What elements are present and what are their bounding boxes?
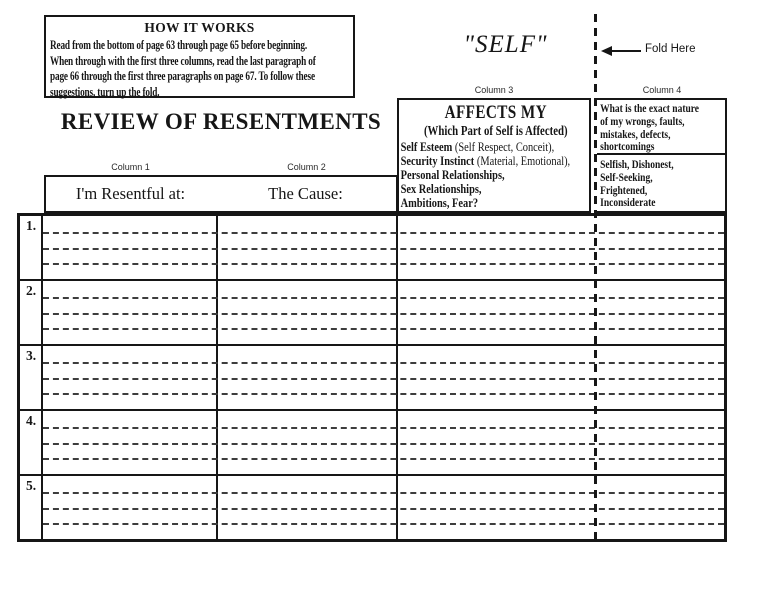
writing-line [43, 492, 724, 494]
defect-item: Inconsiderate [600, 195, 656, 210]
affects-item: Sex Relationships, [400, 181, 482, 196]
writing-line [43, 393, 724, 395]
table-row [20, 346, 724, 411]
column-2-label: Column 2 [287, 162, 326, 172]
how-it-works-body [50, 38, 351, 100]
exact-nature-line: mistakes, defects, [600, 126, 671, 141]
defect-item: Selfish, Dishonest, [600, 157, 674, 171]
how-it-works-line: page 66 through the first three paragraphs on page 67. To follow these [50, 69, 315, 83]
row-number: 1. [26, 218, 37, 233]
table-row [20, 281, 724, 346]
writing-line [43, 362, 724, 364]
column-3-label: Column 3 [474, 85, 514, 95]
fold-dashed-line [594, 14, 597, 542]
affects-item: Ambitions, Fear? [400, 195, 479, 210]
defect-item: Frightened, [600, 182, 648, 197]
how-it-works-line: When through with the first three columns, read the last paragraph of [50, 53, 316, 68]
defects-list-box [597, 155, 727, 213]
affects-my-header-box [397, 98, 591, 141]
affects-my-subtitle: (Which Part of Self is Affected) [423, 123, 568, 138]
self-label: "SELF" [463, 31, 548, 58]
writing-line [43, 248, 724, 250]
resentments-table [17, 213, 727, 542]
writing-line [43, 232, 724, 234]
writing-line [43, 523, 724, 525]
affects-my-title: AFFECTS MY [444, 102, 547, 123]
table-row [20, 216, 724, 281]
row-number: 3. [26, 348, 37, 363]
writing-line [43, 443, 724, 445]
table-row [20, 411, 724, 476]
writing-line [43, 458, 724, 460]
how-it-works-box [44, 15, 355, 98]
defect-item: Self-Seeking, [600, 169, 653, 184]
row-number: 2. [26, 283, 37, 298]
how-it-works-line: Read from the bottom of page 63 through page 65 before beginning. [50, 38, 308, 52]
arrow-shaft [610, 50, 641, 52]
exact-nature-line: of my wrongs, faults, [600, 113, 685, 128]
affects-my-list-box [397, 139, 591, 213]
exact-nature-header-box [597, 98, 727, 155]
affects-item: Self Esteem (Self Respect, Conceit), [400, 139, 555, 154]
column-2-header: The Cause: [268, 184, 343, 203]
column-1-header-box [44, 175, 217, 213]
exact-nature-line: What is the exact nature [600, 101, 699, 115]
affects-item: Security Instinct (Material, Emotional), [400, 153, 571, 168]
page-title: REVIEW OF RESENTMENTS [60, 109, 382, 134]
how-it-works-title: HOW IT WORKS [144, 20, 255, 35]
fold-here-label: Fold Here [645, 43, 696, 55]
writing-line [43, 508, 724, 510]
writing-line [43, 297, 724, 299]
writing-line [43, 328, 724, 330]
column-1-label: Column 1 [111, 162, 150, 172]
writing-line [43, 378, 724, 380]
table-row [20, 476, 724, 539]
exact-nature-line: shortcomings [600, 139, 655, 154]
affects-item: Personal Relationships, [400, 167, 505, 182]
how-it-works-line: suggestions, turn up the fold. [50, 84, 160, 99]
row-number: 4. [26, 413, 37, 428]
writing-line [43, 263, 724, 265]
column-1-header: I'm Resentful at: [75, 184, 186, 203]
writing-line [43, 427, 724, 429]
column-4-label: Column 4 [642, 85, 682, 95]
column-2-header-box [215, 175, 398, 213]
row-number: 5. [26, 478, 37, 493]
writing-line [43, 313, 724, 315]
